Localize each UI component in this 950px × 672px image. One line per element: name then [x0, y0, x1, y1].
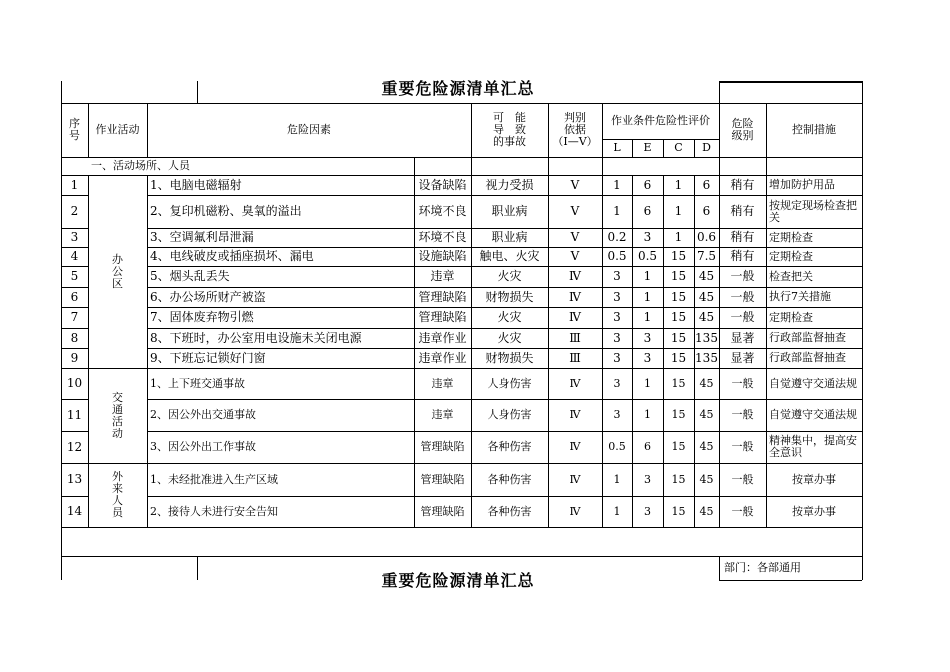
row-l: 3 [613, 408, 621, 421]
row-accident: 火灾 [497, 269, 522, 283]
row-factor: 1、未经批准进入生产区域 [150, 472, 278, 486]
row-e: 6 [643, 177, 652, 192]
row-c: 15 [670, 249, 687, 263]
row-accident: 各种伤害 [487, 440, 532, 453]
row-e: 6 [644, 440, 651, 453]
row-control: 定期检查 [769, 310, 813, 324]
row-level: 显著 [730, 330, 755, 345]
row-accident: 火灾 [497, 330, 522, 345]
row-cause: 设备缺陷 [418, 177, 467, 192]
row-no: 3 [70, 230, 79, 244]
row-factor: 9、下班忘记锁好门窗 [150, 350, 266, 365]
row-control: 精神集中，提高安全意识 [769, 434, 857, 459]
row-e: 1 [644, 376, 651, 390]
row-control: 按规定现场检查把关 [769, 198, 857, 224]
row-c: 15 [671, 472, 686, 486]
row-l: 1 [613, 472, 621, 486]
row-factor: 8、下班时，办公室用电设施未关闭电源 [150, 330, 362, 345]
group-office: 办 公 区 [112, 252, 123, 290]
row-criterion: Ⅳ [569, 310, 581, 324]
row-control: 增加防护用品 [769, 178, 835, 191]
group-traffic: 交 通 活 动 [112, 390, 123, 440]
row-e: 3 [643, 230, 652, 244]
row-accident: 触电、火灾 [479, 249, 540, 263]
grid-line [719, 81, 862, 83]
row-cause: 管理缺陷 [420, 440, 465, 453]
header-seq: 序 号 [69, 117, 80, 142]
row-e: 3 [644, 472, 651, 486]
row-cause: 环境不良 [418, 204, 467, 218]
row-e: 3 [643, 350, 652, 365]
grid-line [147, 527, 862, 528]
row-cause: 违章作业 [418, 350, 467, 365]
row-level: 一般 [731, 408, 754, 421]
row-criterion: Ⅲ [569, 330, 581, 345]
row-l: 1 [613, 204, 621, 218]
grid-line [862, 81, 863, 103]
row-e: 3 [643, 330, 652, 345]
row-no: 4 [70, 249, 79, 263]
row-factor: 2、接待人未进行安全告知 [150, 504, 278, 518]
row-l: 3 [613, 350, 621, 365]
header-control: 控制措施 [792, 123, 836, 136]
row-level: 一般 [730, 289, 755, 304]
row-criterion: Ⅳ [569, 289, 581, 304]
grid-line [719, 157, 720, 175]
grid-line [61, 81, 62, 103]
row-level: 稍有 [730, 204, 755, 218]
row-cause: 违章 [430, 269, 455, 283]
row-d: 6 [702, 177, 711, 192]
row-criterion: Ⅲ [569, 350, 581, 365]
row-criterion: Ⅳ [569, 408, 581, 421]
row-level: 稍有 [730, 177, 755, 192]
row-criterion: Ⅳ [569, 472, 581, 486]
row-d: 6 [702, 204, 711, 218]
row-l: 3 [613, 376, 621, 390]
row-level: 一般 [731, 472, 754, 486]
header-activity: 作业活动 [95, 123, 140, 136]
row-cause: 违章 [431, 376, 454, 390]
row-c: 15 [670, 330, 687, 345]
row-e: 1 [643, 289, 652, 304]
grid-line [719, 580, 862, 581]
row-no: 8 [70, 330, 79, 345]
grid-line [471, 157, 472, 175]
row-control: 定期检查 [769, 249, 813, 263]
row-accident: 人身伤害 [487, 376, 532, 390]
row-control: 行政部监督抽查 [769, 331, 846, 344]
row-l: 3 [613, 289, 621, 304]
header-d: D [702, 141, 711, 154]
row-accident: 火灾 [497, 310, 522, 324]
row-accident: 财物损失 [485, 350, 534, 365]
header-factor: 危险因素 [287, 123, 331, 136]
row-accident: 各种伤害 [487, 504, 532, 518]
grid-line [61, 527, 62, 556]
row-no: 10 [66, 376, 83, 390]
row-factor: 1、电脑电磁辐射 [150, 177, 242, 192]
row-no: 2 [70, 204, 79, 218]
row-e: 1 [644, 408, 651, 421]
row-d: 0.6 [696, 230, 717, 244]
row-l: 0.5 [608, 440, 626, 453]
row-no: 7 [70, 310, 79, 324]
page-title-bottom: 重要危险源清单汇总 [381, 570, 535, 590]
row-c: 15 [671, 504, 686, 518]
header-level: 危险 级别 [731, 117, 754, 142]
row-l: 0.5 [607, 249, 627, 263]
row-level: 一般 [731, 376, 754, 390]
row-accident: 职业病 [491, 230, 528, 244]
row-cause: 管理缺陷 [418, 310, 467, 324]
row-criterion: Ⅳ [569, 376, 581, 390]
row-l: 0.2 [607, 230, 627, 244]
row-no: 13 [66, 472, 83, 486]
row-c: 1 [674, 230, 683, 244]
row-factor: 2、复印机磁粉、臭氧的溢出 [150, 204, 302, 218]
row-d: 45 [699, 472, 714, 486]
row-e: 1 [643, 310, 652, 324]
row-accident: 财物损失 [485, 289, 534, 304]
row-control: 自觉遵守交通法规 [769, 408, 857, 421]
page-title-top: 重要危险源清单汇总 [381, 78, 535, 98]
row-level: 一般 [730, 310, 755, 324]
row-c: 15 [671, 376, 686, 390]
row-factor: 2、因公外出交通事故 [150, 408, 256, 421]
grid-line [719, 81, 720, 103]
row-control: 执行7关措施 [769, 290, 831, 303]
row-d: 45 [699, 504, 714, 518]
row-cause: 管理缺陷 [418, 289, 467, 304]
row-cause: 违章 [431, 408, 454, 421]
grid-line [862, 157, 863, 175]
grid-line [61, 556, 62, 580]
row-l: 3 [613, 330, 621, 345]
grid-line [548, 157, 549, 175]
row-l: 3 [613, 310, 621, 324]
row-accident: 视力受损 [485, 177, 534, 192]
grid-line [766, 157, 767, 175]
header-l: L [613, 141, 621, 154]
row-control: 检查把关 [769, 269, 813, 283]
row-cause: 管理缺陷 [420, 472, 465, 486]
row-l: 3 [613, 269, 621, 283]
grid-line [862, 527, 863, 556]
row-level: 稍有 [730, 230, 755, 244]
row-factor: 3、空调氟利昂泄漏 [150, 230, 254, 244]
row-no: 5 [70, 269, 79, 283]
row-factor: 3、因公外出工作事故 [150, 440, 256, 453]
group-visitor: 外 来 人 员 [112, 470, 123, 519]
grid-line [61, 527, 88, 528]
row-no: 11 [66, 407, 83, 422]
grid-line [414, 157, 415, 175]
row-level: 一般 [730, 269, 755, 283]
row-c: 15 [670, 269, 687, 283]
grid-line [61, 157, 62, 175]
row-accident: 人身伤害 [487, 408, 532, 421]
row-level: 一般 [731, 440, 754, 453]
row-level: 显著 [730, 350, 755, 365]
row-no: 12 [66, 439, 83, 454]
row-e: 3 [644, 504, 651, 518]
row-d: 45 [698, 269, 715, 283]
header-criterion: 判别 依据 （Ⅰ—Ⅴ） [552, 111, 598, 148]
row-c: 15 [670, 350, 687, 365]
row-e: 1 [643, 269, 652, 283]
row-level: 一般 [731, 504, 754, 518]
grid-line [88, 527, 147, 528]
row-criterion: Ⅴ [570, 177, 580, 192]
row-no: 9 [70, 350, 79, 365]
row-e: 0.5 [637, 249, 658, 263]
row-no: 1 [70, 177, 79, 192]
row-control: 行政部监督抽查 [769, 351, 846, 364]
row-criterion: Ⅳ [569, 504, 581, 518]
grid-line [719, 556, 720, 580]
row-l: 1 [613, 177, 621, 192]
row-c: 1 [674, 177, 683, 192]
row-control: 定期检查 [769, 230, 813, 244]
row-d: 135 [695, 330, 718, 345]
header-c: C [674, 141, 683, 154]
row-d: 45 [699, 376, 714, 390]
row-factor: 6、办公场所财产被盗 [150, 289, 266, 304]
row-cause: 环境不良 [418, 230, 467, 244]
header-accident: 可 能 导 致 的事故 [493, 111, 526, 148]
grid-line [862, 175, 863, 527]
row-cause: 违章作业 [418, 330, 467, 345]
row-level: 稍有 [730, 249, 755, 263]
header-eval: 作业条件危险性评价 [611, 114, 710, 127]
row-criterion: Ⅴ [570, 204, 580, 218]
row-control: 按章办事 [792, 472, 836, 486]
row-c: 15 [671, 440, 686, 453]
row-factor: 1、上下班交通事故 [150, 376, 245, 390]
grid-line [862, 556, 863, 580]
row-d: 7.5 [696, 249, 717, 263]
grid-line [602, 157, 603, 175]
row-criterion: Ⅳ [569, 269, 581, 283]
row-factor: 7、固体废弃物引燃 [150, 310, 254, 324]
section-label: 一、活动场所、人员 [91, 159, 190, 172]
row-cause: 管理缺陷 [420, 504, 465, 518]
row-control: 自觉遵守交通法规 [769, 376, 857, 390]
row-criterion: Ⅴ [570, 230, 580, 244]
row-d: 135 [695, 350, 718, 365]
row-d: 45 [699, 408, 714, 421]
row-d: 45 [698, 310, 715, 324]
row-factor: 4、电线破皮或插座损坏、漏电 [150, 249, 314, 263]
row-control: 按章办事 [792, 504, 836, 518]
row-d: 45 [698, 289, 715, 304]
row-e: 6 [643, 204, 652, 218]
row-no: 14 [66, 504, 83, 518]
row-d: 45 [699, 440, 714, 453]
row-c: 15 [670, 289, 687, 304]
row-c: 15 [671, 408, 686, 421]
row-l: 1 [613, 504, 621, 518]
row-accident: 各种伤害 [487, 472, 532, 486]
row-no: 6 [70, 289, 79, 304]
row-criterion: Ⅳ [569, 440, 581, 453]
grid-line [862, 103, 863, 157]
row-cause: 设施缺陷 [418, 249, 467, 263]
row-factor: 5、烟头乱丢失 [150, 269, 230, 283]
row-c: 15 [670, 310, 687, 324]
row-c: 1 [674, 204, 683, 218]
header-e: E [643, 141, 652, 154]
department-label: 部门：各部通用 [724, 560, 801, 574]
row-criterion: Ⅴ [570, 249, 580, 263]
row-accident: 职业病 [491, 204, 528, 218]
